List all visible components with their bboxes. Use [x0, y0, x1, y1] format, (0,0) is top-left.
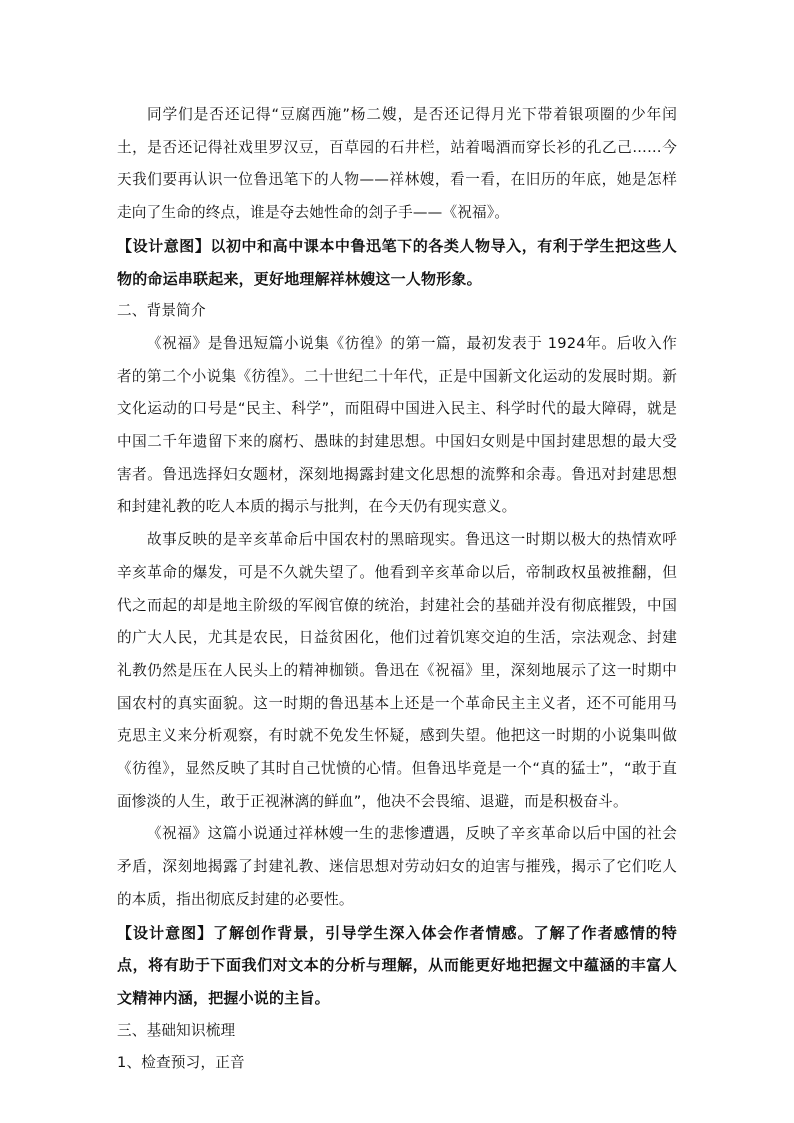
section-heading-basics: 三、基础知识梳理 — [117, 1021, 236, 1039]
design-intent-2: 【设计意图】了解创作背景，引导学生深入体会作者情感。了解了作者感情的特点，将有助于下面我们对文本的分析与理解，从而能更好地把握文中蕴涵的丰富人文精神内涵，把握小说的主旨。 — [117, 923, 677, 1007]
subsection-heading-preview: 1、检查预习，正音 — [117, 1054, 245, 1072]
document-body — [117, 99, 677, 1080]
intro-paragraph: 同学们是否还记得“豆腐西施”杨二嫂，是否还记得月光下带着银项圈的少年闰土，是否还记得社戏里罗汉豆，百草园的石井栏，站着喝酒而穿长衫的孔乙己……今天我们要再认识一位鲁迅笔下的人物——祥林嫂，看一看，在旧历的年底，她是怎样走向了生命的终点，谁是夺去她性命的刽子手——《祝福》。 — [117, 106, 677, 222]
design-intent-1: 【设计意图】以初中和高中课本中鲁迅笔下的各类人物导入，有利于学生把这些人物的命运串联起来，更好地理解祥林嫂这一人物形象。 — [117, 236, 677, 288]
background-paragraph-1: 《祝福》是鲁迅短篇小说集《彷徨》的第一篇，最初发表于 1924年。后收入作者的第二个小说集《彷徨》。二十世纪二十年代，正是中国新文化运动的发展时期。新文化运动的口号是“民主、科学”，而阻碍中国进入民主、科学时代的最大障碍，就是中国二千年遗留下来的腐朽、愚昧的封建思想。中国妇女则是中国封建思想的最大受害者。鲁迅选择妇女题材，深刻地揭露封建文化思想的流弊和余毒。鲁迅对封建思想和封建礼教的吃人本质的揭示与批判，在今天仍有现实意义。 — [117, 334, 677, 516]
background-paragraph-2: 故事反映的是辛亥革命后中国农村的黑暗现实。鲁迅这一时期以极大的热情欢呼辛亥革命的爆发，可是不久就失望了。他看到辛亥革命以后，帝制政权虽被推翻，但代之而起的却是地主阶级的军阀官僚的统治，封建社会的基础并没有彻底摧毁，中国的广大人民，尤其是农民，日益贫困化，他们过着饥寒交迫的生活，宗法观念、封建礼教仍然是压在人民头上的精神枷锁。鲁迅在《祝福》里，深刻地展示了这一时期中国农村的真实面貌。这一时期的鲁迅基本上还是一个革命民主主义者，还不可能用马克思主义来分析观察，有时就不免发生怀疑，感到失望。他把这一时期的小说集叫做《彷徨》，显然反映了其时自己忧愤的心情。但鲁迅毕竟是一个“真的猛士”，“敢于直面惨淡的人生，敢于正视淋漓的鲜血”，他决不会畏缩、退避，而是积极奋斗。 — [117, 531, 677, 810]
background-paragraph-3: 《祝福》这篇小说通过祥林嫂一生的悲惨遭遇，反映了辛亥革命以后中国的社会矛盾，深刻地揭露了封建礼教、迷信思想对劳动妇女的迫害与摧残，揭示了它们吃人的本质，指出彻底反封建的必要性。 — [117, 825, 677, 908]
section-heading-background: 二、背景简介 — [117, 302, 206, 320]
